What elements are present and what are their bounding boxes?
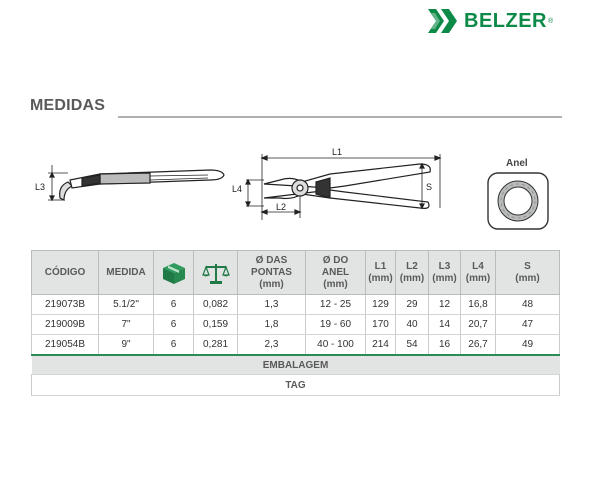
dim-label-l1: L1 bbox=[332, 147, 343, 157]
table-header-row bbox=[32, 251, 560, 295]
technical-drawings bbox=[0, 140, 600, 250]
header-code: CÓDIGO bbox=[32, 251, 99, 295]
cell-qty: 6 bbox=[154, 335, 194, 356]
cell-l2: 54 bbox=[396, 335, 429, 356]
cell-s: 48 bbox=[496, 295, 560, 315]
cell-l4: 20,7 bbox=[461, 315, 496, 335]
header-ring-line2: (mm) bbox=[323, 278, 348, 290]
header-tip-line2: PONTAS (mm) bbox=[251, 266, 292, 290]
header-size: MEDIDA bbox=[99, 251, 154, 295]
chevron-logo-icon bbox=[428, 9, 460, 33]
cell-l4: 26,7 bbox=[461, 335, 496, 356]
header-box bbox=[154, 251, 194, 295]
header-tip-line1: Ø DAS bbox=[255, 254, 288, 266]
table-row bbox=[32, 315, 560, 335]
cell-s: 47 bbox=[496, 315, 560, 335]
cell-l3: 14 bbox=[429, 315, 461, 335]
cell-ring: 40 - 100 bbox=[306, 335, 366, 356]
header-l1-line1: L1 bbox=[374, 260, 387, 272]
header-l4-line2: (mm) bbox=[465, 272, 491, 284]
header-s-line2: (mm) bbox=[515, 272, 540, 284]
header-l3-line1: L3 bbox=[438, 260, 451, 272]
header-tip-diameter bbox=[238, 251, 306, 295]
header-l1-line2: (mm) bbox=[368, 272, 393, 284]
header-l3-line2: (mm) bbox=[432, 272, 457, 284]
cell-code: 219073B bbox=[32, 295, 99, 315]
packaging-label: EMBALAGEM bbox=[32, 355, 560, 375]
header-weight bbox=[194, 251, 238, 295]
section-divider bbox=[118, 116, 562, 118]
cell-code: 219009B bbox=[32, 315, 99, 335]
cell-tip: 1,3 bbox=[238, 295, 306, 315]
belzer-logo bbox=[428, 8, 553, 34]
cell-s: 49 bbox=[496, 335, 560, 356]
box-icon bbox=[161, 261, 187, 285]
header-ring-line1: Ø DO ANEL bbox=[321, 254, 350, 278]
table-row bbox=[32, 335, 560, 356]
specifications-table bbox=[31, 250, 560, 396]
header-l4 bbox=[461, 251, 496, 295]
side-view-drawing bbox=[48, 165, 224, 200]
tag-label: TAG bbox=[32, 375, 560, 396]
dim-label-l3: L3 bbox=[35, 182, 46, 192]
cell-l1: 129 bbox=[366, 295, 396, 315]
ring-view-drawing bbox=[488, 173, 548, 229]
cell-qty: 6 bbox=[154, 295, 194, 315]
header-l3 bbox=[429, 251, 461, 295]
packaging-row bbox=[32, 355, 560, 375]
cell-ring: 19 - 60 bbox=[306, 315, 366, 335]
section-title: MEDIDAS bbox=[30, 97, 106, 114]
header-l4-line1: L4 bbox=[472, 260, 484, 272]
cell-weight: 0,281 bbox=[194, 335, 238, 356]
dim-label-s: S bbox=[426, 182, 433, 192]
cell-weight: 0,082 bbox=[194, 295, 238, 315]
cell-tip: 2,3 bbox=[238, 335, 306, 356]
scale-icon bbox=[202, 261, 230, 285]
cell-l3: 12 bbox=[429, 295, 461, 315]
table-row bbox=[32, 295, 560, 315]
cell-size: 7" bbox=[99, 315, 154, 335]
header-s-line1: S bbox=[524, 260, 531, 272]
header-ring-diameter bbox=[306, 251, 366, 295]
cell-l1: 170 bbox=[366, 315, 396, 335]
cell-size: 9" bbox=[99, 335, 154, 356]
header-l2-line1: L2 bbox=[406, 260, 418, 272]
header-l2-line2: (mm) bbox=[399, 272, 425, 284]
brand-name: BELZER bbox=[464, 9, 547, 32]
cell-tip: 1,8 bbox=[238, 315, 306, 335]
dim-label-l4: L4 bbox=[232, 184, 243, 194]
cell-l2: 40 bbox=[396, 315, 429, 335]
cell-ring: 12 - 25 bbox=[306, 295, 366, 315]
dim-label-l2: L2 bbox=[276, 202, 287, 212]
cell-size: 5.1/2" bbox=[99, 295, 154, 315]
header-l2 bbox=[396, 251, 429, 295]
cell-code: 219054B bbox=[32, 335, 99, 356]
tag-row bbox=[32, 375, 560, 396]
ring-label: Anel bbox=[506, 158, 528, 169]
cell-l3: 16 bbox=[429, 335, 461, 356]
header-s bbox=[496, 251, 560, 295]
cell-qty: 6 bbox=[154, 315, 194, 335]
cell-l2: 29 bbox=[396, 295, 429, 315]
cell-weight: 0,159 bbox=[194, 315, 238, 335]
cell-l1: 214 bbox=[366, 335, 396, 356]
registered-mark: ® bbox=[548, 17, 554, 25]
cell-l4: 16,8 bbox=[461, 295, 496, 315]
header-l1 bbox=[366, 251, 396, 295]
